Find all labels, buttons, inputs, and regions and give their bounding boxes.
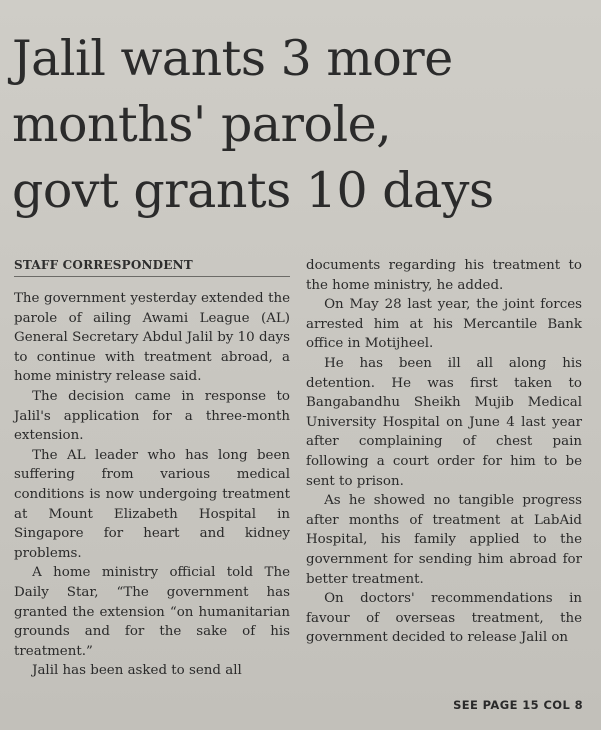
article-column-right	[306, 256, 582, 648]
headline-line: Jalil wants 3 more	[12, 30, 453, 87]
article-paragraph: Jalil has been asked to send all	[32, 663, 242, 679]
byline: STAFF CORRESPONDENT	[14, 258, 290, 277]
article-paragraph: As he showed no tangible progress after months of treatment at LabAid Hospital, his family applied to the government for sending him abroad for better treatment.	[306, 493, 582, 587]
article-paragraph: documents regarding his treatment to the home ministry, he added.	[306, 258, 582, 293]
article-paragraph: On May 28 last year, the joint forces arrested him at his Mercantile Bank office in Motijheel.	[306, 297, 582, 352]
article-paragraph: A home ministry official told The Daily Star, “The government has granted the extension “on humanitarian grounds and for the sake of his treatment.”	[14, 565, 290, 659]
article-paragraph: The AL leader who has long been suffering from various medical conditions is now undergoing treatment at Mount Elizabeth Hospital in Singapore for heart and kidney problems.	[14, 447, 290, 561]
article-column-left	[14, 258, 290, 681]
headline	[12, 26, 592, 224]
continuation-note: SEE PAGE 15 COL 8	[453, 698, 583, 712]
article-paragraph: The decision came in response to Jalil's application for a three-month extension.	[14, 388, 290, 444]
article-paragraph: He has been ill all along his detention. He was first taken to Bangabandhu Sheikh Mujib Medical University Hospital on June 4 last year after complaining of chest pain following a court order for him to be sent to prison.	[306, 355, 582, 489]
article-paragraph: The government yesterday extended the parole of ailing Awami League (AL) General Secretary Abdul Jalil by 10 days to continue with treatment abroad, a home ministry release said.	[14, 291, 290, 385]
article-paragraph: On doctors' recommendations in favour of overseas treatment, the government decided to release Jalil on	[306, 591, 582, 646]
headline-line: govt grants 10 days	[12, 162, 494, 219]
headline-line: months' parole,	[12, 96, 392, 153]
